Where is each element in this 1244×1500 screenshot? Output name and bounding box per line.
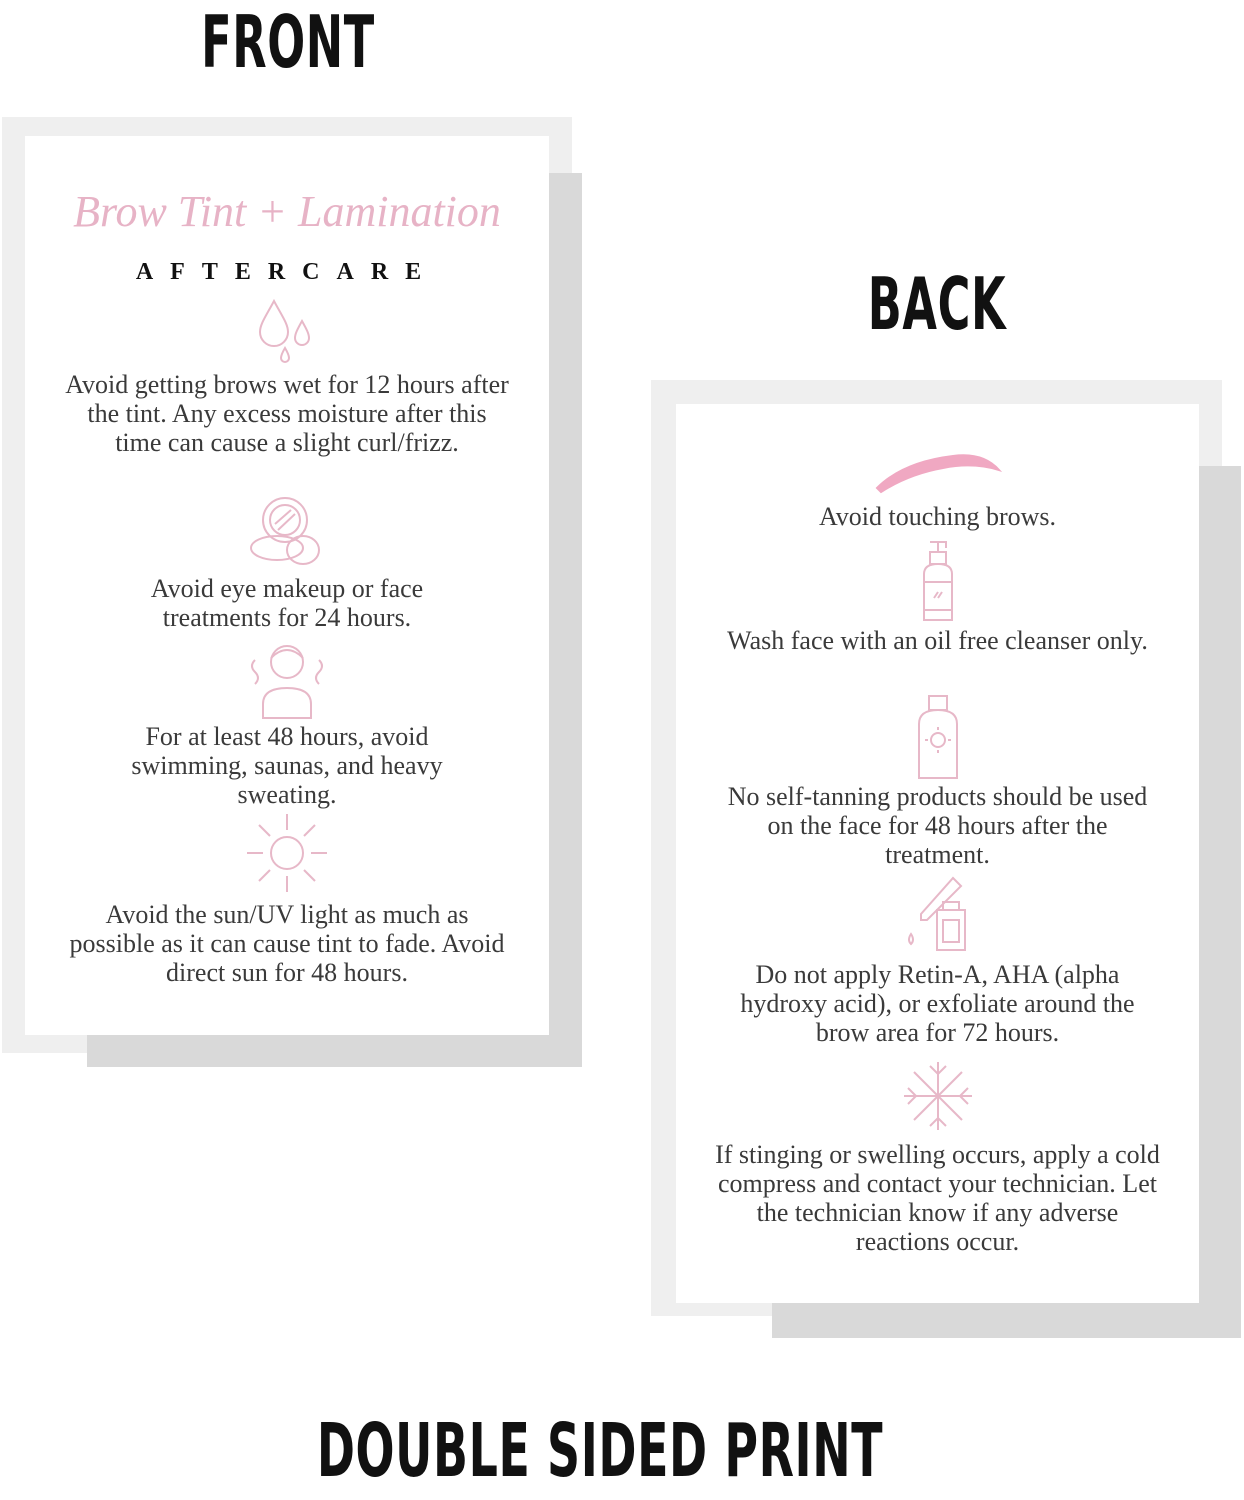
front-item-2-text: Avoid eye makeup or face treatments for 24 hours. (150, 574, 424, 632)
sauna-person-icon (245, 636, 329, 720)
compact-makeup-icon (247, 494, 327, 570)
pump-bottle-icon (916, 538, 960, 622)
sunscreen-bottle-icon (915, 694, 961, 782)
dropper-bottle-icon (903, 876, 973, 952)
front-label: FRONT (201, 0, 375, 84)
back-item-4-text: Do not apply Retin-A, AHA (alpha hydroxy acid), or exfoliate around the brow area for 72 hours. (740, 960, 1135, 1047)
card-subtitle: AFTERCARE (135, 259, 439, 285)
back-label: BACK (867, 262, 1007, 346)
card-title: Brow Tint + Lamination (73, 187, 501, 236)
front-card (25, 136, 549, 1035)
back-item-3-text: No self-tanning products should be used on the face for 48 hours after the treatment. (727, 782, 1148, 869)
back-item-5-text: If stinging or swelling occurs, apply a cold compress and contact your technician. Let the technician know if any adverse reactions occur. (715, 1140, 1160, 1256)
front-item-1-text: Avoid getting brows wet for 12 hours after the tint. Any excess moisture after this time can cause a slight curl/frizz. (65, 370, 509, 457)
back-card (676, 404, 1199, 1303)
snowflake-icon (900, 1058, 976, 1134)
double-sided-label: DOUBLE SIDED PRINT (316, 1408, 884, 1494)
front-item-4-text: Avoid the sun/UV light as much as possible as it can cause tint to fade. Avoid direct sun for 48 hours. (69, 900, 505, 987)
back-item-2-text: Wash face with an oil free cleanser only. (727, 626, 1148, 655)
sun-icon (245, 812, 329, 894)
front-item-3-text: For at least 48 hours, avoid swimming, saunas, and heavy sweating. (131, 722, 443, 809)
back-item-1-text: Avoid touching brows. (818, 502, 1057, 531)
water-drops-icon (252, 296, 322, 366)
eyebrow-icon (873, 448, 1003, 494)
